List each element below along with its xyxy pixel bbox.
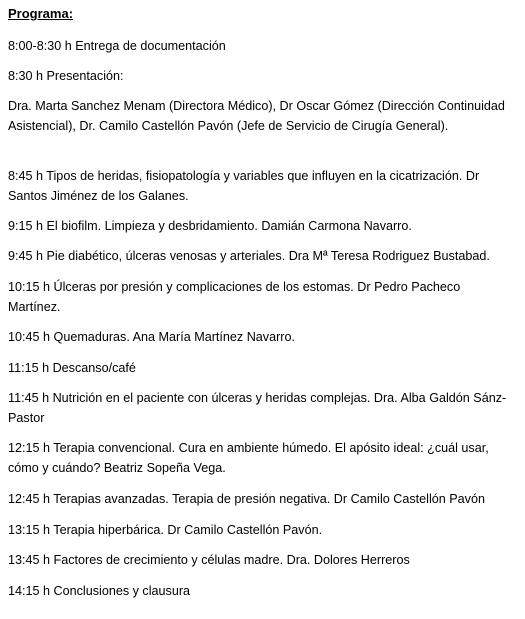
program-heading: Programa: — [8, 6, 74, 21]
program-item-pressure-ulcers: 10:15 h Úlceras por presión y complicaciones de los estomas. Dr Pedro Pacheco Martínez. — [8, 280, 461, 314]
program-item-conventional-therapy: 12:15 h Terapia convencional. Cura en ambiente húmedo. El apósito ideal: ¿cuál usar, cómo y cuándo? Beatriz Sopeña Vega. — [8, 441, 489, 475]
program-item-growth-factors: 13:45 h Factores de crecimiento y células madre. Dra. Dolores Herreros — [8, 553, 410, 567]
program-item-registration: 8:00-8:30 h Entrega de documentación — [8, 39, 226, 53]
program-item-hyperbaric-therapy: 13:15 h Terapia hiperbárica. Dr Camilo Castellón Pavón. — [8, 523, 323, 537]
program-item-advanced-therapies: 12:45 h Terapias avanzadas. Terapia de presión negativa. Dr Camilo Castellón Pavón — [8, 492, 485, 506]
program-item-presenters: Dra. Marta Sanchez Menam (Directora Médico), Dr Oscar Gómez (Dirección Continuidad Asistencial), Dr. Camilo Castellón Pavón (Jefe de Servicio de Cirugía General). — [8, 99, 505, 133]
program-item-burns: 10:45 h Quemaduras. Ana María Martínez Navarro. — [8, 330, 295, 344]
program-item-biofilm: 9:15 h El biofilm. Limpieza y desbridamiento. Damián Carmona Navarro. — [8, 219, 412, 233]
program-item-break: 11:15 h Descanso/café — [8, 361, 136, 375]
program-item-diabetic-foot: 9:45 h Pie diabético, úlceras venosas y arteriales. Dra Mª Teresa Rodriguez Bustabad. — [8, 249, 490, 263]
program-item-nutrition: 11:45 h Nutrición en el paciente con úlceras y heridas complejas. Dra. Alba Galdón Sánz-Pastor — [8, 391, 507, 425]
program-item-wound-types: 8:45 h Tipos de heridas, fisiopatología y variables que influyen en la cicatrización. Dr Santos Jiménez de los Galanes. — [8, 169, 480, 203]
program-item-closing: 14:15 h Conclusiones y clausura — [8, 584, 191, 598]
program-item-presentation: 8:30 h Presentación: — [8, 69, 124, 83]
